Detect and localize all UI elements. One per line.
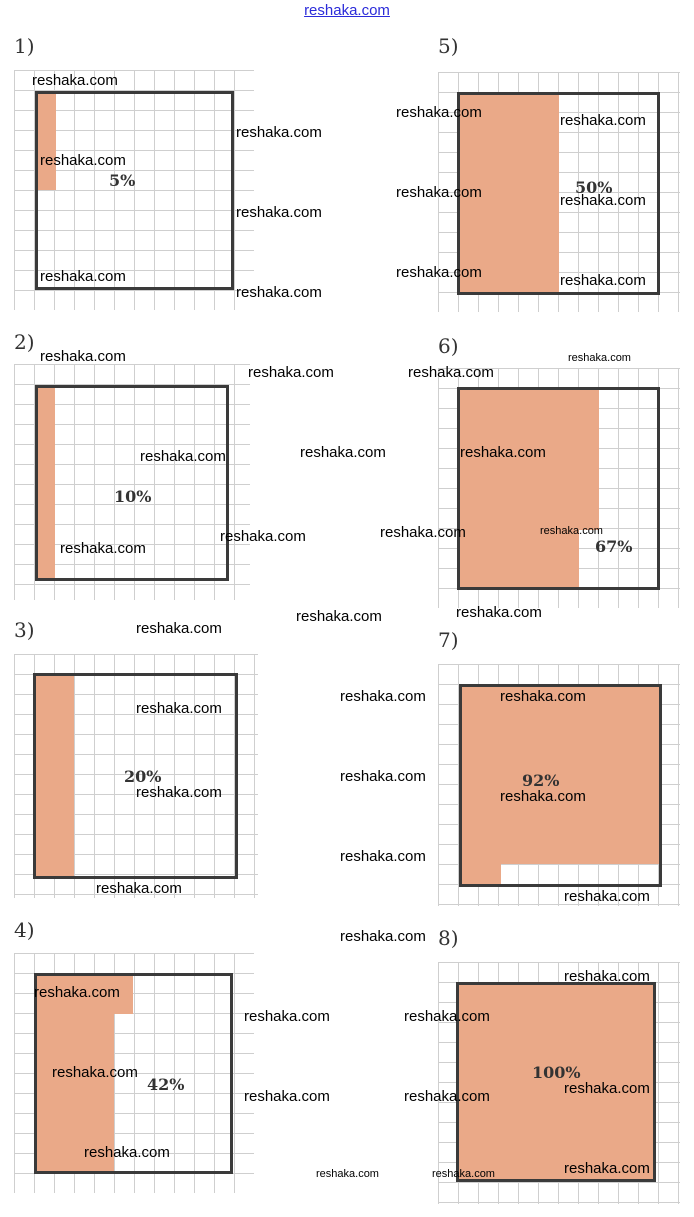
watermark: reshaka.com xyxy=(340,848,426,865)
watermark: reshaka.com xyxy=(380,524,466,541)
watermark: reshaka.com xyxy=(396,264,482,281)
watermark: reshaka.com xyxy=(40,348,126,365)
watermark: reshaka.com xyxy=(500,688,586,705)
watermark: reshaka.com xyxy=(540,525,603,537)
figure-1-percent: 5% xyxy=(109,171,136,190)
watermark: reshaka.com xyxy=(340,768,426,785)
figure-8-number: 8) xyxy=(438,926,459,950)
figure-6-percent: 67% xyxy=(595,537,633,556)
figure-5-percent: 50% xyxy=(575,178,613,197)
watermark: reshaka.com xyxy=(432,1168,495,1180)
watermark: reshaka.com xyxy=(136,784,222,801)
figure-1-shaded-area xyxy=(38,94,56,190)
watermark: reshaka.com xyxy=(60,540,146,557)
watermark: reshaka.com xyxy=(84,1144,170,1161)
figure-3-percent: 20% xyxy=(124,767,162,786)
figure-6-shaded-area-bottom xyxy=(460,530,579,587)
figure-1-number: 1) xyxy=(14,34,35,58)
watermark: reshaka.com xyxy=(34,984,120,1001)
watermark: reshaka.com xyxy=(560,272,646,289)
watermark: reshaka.com xyxy=(244,1088,330,1105)
watermark: reshaka.com xyxy=(564,1080,650,1097)
watermark: reshaka.com xyxy=(408,364,494,381)
watermark: reshaka.com xyxy=(340,688,426,705)
figure-7-number: 7) xyxy=(438,628,459,652)
watermark: reshaka.com xyxy=(460,444,546,461)
figure-2-shaded-area xyxy=(38,388,55,578)
watermark: reshaka.com xyxy=(220,528,306,545)
watermark: reshaka.com xyxy=(136,700,222,717)
figure-1-square xyxy=(35,91,234,290)
watermark: reshaka.com xyxy=(564,888,650,905)
watermark: reshaka.com xyxy=(564,1160,650,1177)
watermark: reshaka.com xyxy=(564,968,650,985)
watermark: reshaka.com xyxy=(560,112,646,129)
figure-2-number: 2) xyxy=(14,330,35,354)
watermark: reshaka.com xyxy=(40,268,126,285)
watermark: reshaka.com xyxy=(244,1008,330,1025)
watermark: reshaka.com xyxy=(560,192,646,209)
figure-4-number: 4) xyxy=(14,918,35,942)
figure-7-shaded-area-top xyxy=(462,687,659,864)
watermark: reshaka.com xyxy=(32,72,118,89)
watermark: reshaka.com xyxy=(52,1064,138,1081)
watermark: reshaka.com xyxy=(296,608,382,625)
watermark: reshaka.com xyxy=(236,284,322,301)
watermark: reshaka.com xyxy=(404,1008,490,1025)
watermark: reshaka.com xyxy=(40,152,126,169)
watermark: reshaka.com xyxy=(396,184,482,201)
figure-3-number: 3) xyxy=(14,618,35,642)
figure-3-shaded-area xyxy=(36,676,74,876)
watermark: reshaka.com xyxy=(236,124,322,141)
figure-4-percent: 42% xyxy=(147,1075,185,1094)
watermark: reshaka.com xyxy=(136,620,222,637)
figure-6-number: 6) xyxy=(438,334,459,358)
watermark: reshaka.com xyxy=(316,1168,379,1180)
watermark: reshaka.com xyxy=(248,364,334,381)
figure-8-percent: 100% xyxy=(532,1063,581,1082)
watermark: reshaka.com xyxy=(140,448,226,465)
watermark: reshaka.com xyxy=(500,788,586,805)
figure-7-percent: 92% xyxy=(522,771,560,790)
watermark: reshaka.com xyxy=(96,880,182,897)
watermark: reshaka.com xyxy=(456,604,542,621)
figure-2-percent: 10% xyxy=(114,487,152,506)
watermark: reshaka.com xyxy=(568,352,631,364)
watermark: reshaka.com xyxy=(340,928,426,945)
figure-5-number: 5) xyxy=(438,34,459,58)
watermark: reshaka.com xyxy=(236,204,322,221)
figure-7-shaded-area-bottom xyxy=(462,864,501,884)
site-link[interactable]: reshaka.com xyxy=(304,2,390,19)
watermark: reshaka.com xyxy=(404,1088,490,1105)
watermark: reshaka.com xyxy=(300,444,386,461)
watermark: reshaka.com xyxy=(396,104,482,121)
